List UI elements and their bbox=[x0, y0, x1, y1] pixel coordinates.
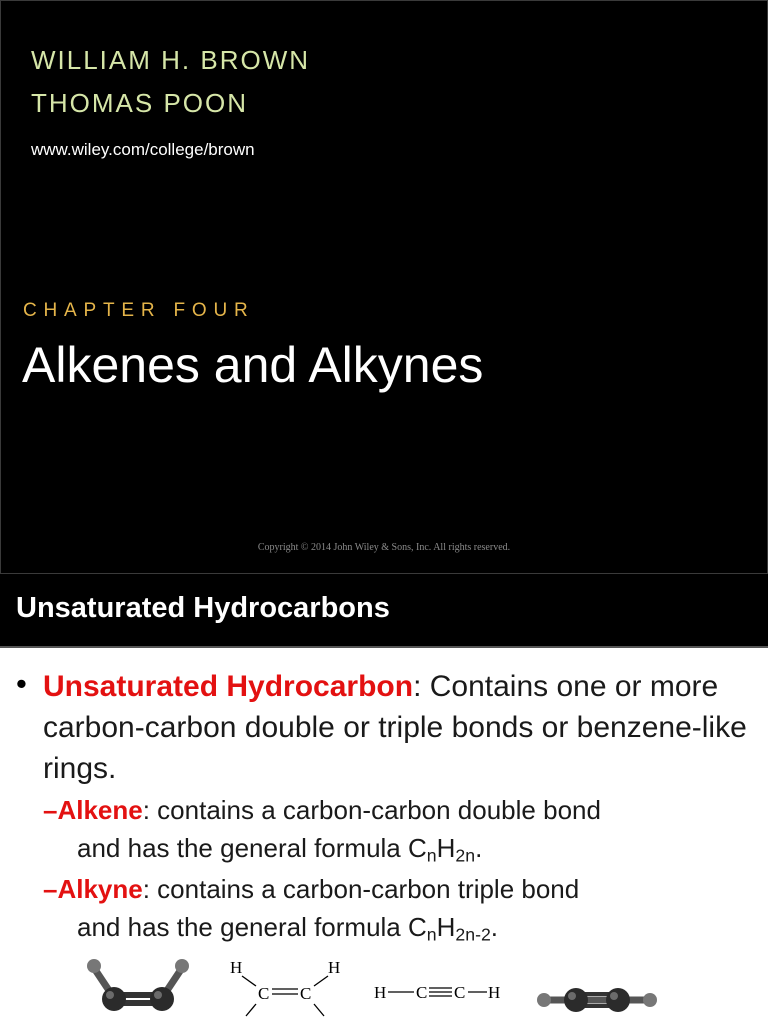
content-slide bbox=[0, 574, 768, 1024]
alkyne-formula-sub-h: 2n-2 bbox=[455, 924, 491, 945]
author-name-1: WILLIAM H. BROWN bbox=[31, 45, 311, 75]
alkene-formula-sub-n: n bbox=[426, 845, 437, 866]
chapter-title: Alkenes and Alkynes bbox=[22, 337, 484, 393]
slide-heading: Unsaturated Hydrocarbons bbox=[16, 592, 390, 624]
chapter-label: CHAPTER FOUR bbox=[23, 300, 255, 321]
alkyne-subbullet bbox=[43, 870, 758, 946]
alkene-formula-prefix: and has the general formula C bbox=[77, 833, 427, 863]
bullet-paragraph bbox=[43, 666, 758, 789]
molecule-diagrams bbox=[0, 954, 768, 1024]
ethylene-h-left: H bbox=[230, 958, 243, 977]
ethylene-ball-stick-model bbox=[78, 954, 198, 1024]
alkene-subbullet bbox=[43, 791, 758, 867]
term-alkene: Alkene bbox=[57, 795, 143, 825]
alkene-formula-end: . bbox=[475, 833, 483, 863]
alkene-formula-sub-h: 2n bbox=[455, 845, 476, 866]
alkyne-formula-end: . bbox=[490, 912, 499, 942]
publisher-url: www.wiley.com/college/brown bbox=[31, 140, 255, 159]
ethylene-h-right: H bbox=[328, 958, 341, 977]
ethylene-c-right: C bbox=[300, 984, 312, 1003]
acetylene-c-right: C bbox=[454, 983, 466, 1002]
alkyne-formula-prefix: and has the general formula C bbox=[77, 912, 427, 942]
author-name-2: THOMAS POON bbox=[31, 88, 249, 118]
bullet-dot: • bbox=[16, 666, 27, 701]
acetylene-ball-stick-model bbox=[532, 954, 662, 1024]
acetylene-h-left: H bbox=[374, 983, 387, 1002]
alkyne-formula-sub-n: n bbox=[426, 924, 437, 945]
header-divider bbox=[0, 646, 768, 648]
acetylene-c-left: C bbox=[416, 983, 428, 1002]
alkene-definition: : contains a carbon-carbon double bond bbox=[142, 795, 601, 825]
term-unsaturated-hydrocarbon: Unsaturated Hydrocarbon bbox=[43, 670, 414, 703]
alkene-formula-h: H bbox=[436, 833, 456, 863]
slide-header-bar bbox=[0, 574, 768, 646]
alkyne-formula-h: H bbox=[436, 912, 456, 942]
dash-marker: – bbox=[43, 795, 58, 825]
acetylene-structural-formula bbox=[372, 954, 512, 1024]
dash-marker: – bbox=[43, 874, 58, 904]
alkyne-definition: : contains a carbon-carbon triple bond bbox=[142, 874, 580, 904]
ethylene-c-left: C bbox=[258, 984, 270, 1003]
term-alkyne: Alkyne bbox=[57, 874, 143, 904]
copyright-notice: Copyright © 2014 John Wiley & Sons, Inc. All rights reserved. bbox=[257, 542, 511, 553]
ethylene-structural-formula bbox=[222, 954, 352, 1024]
acetylene-h-right: H bbox=[488, 983, 501, 1002]
definition-text: : Contains one or more carbon-carbon double or triple bonds or benzene-like rings. bbox=[43, 670, 747, 785]
